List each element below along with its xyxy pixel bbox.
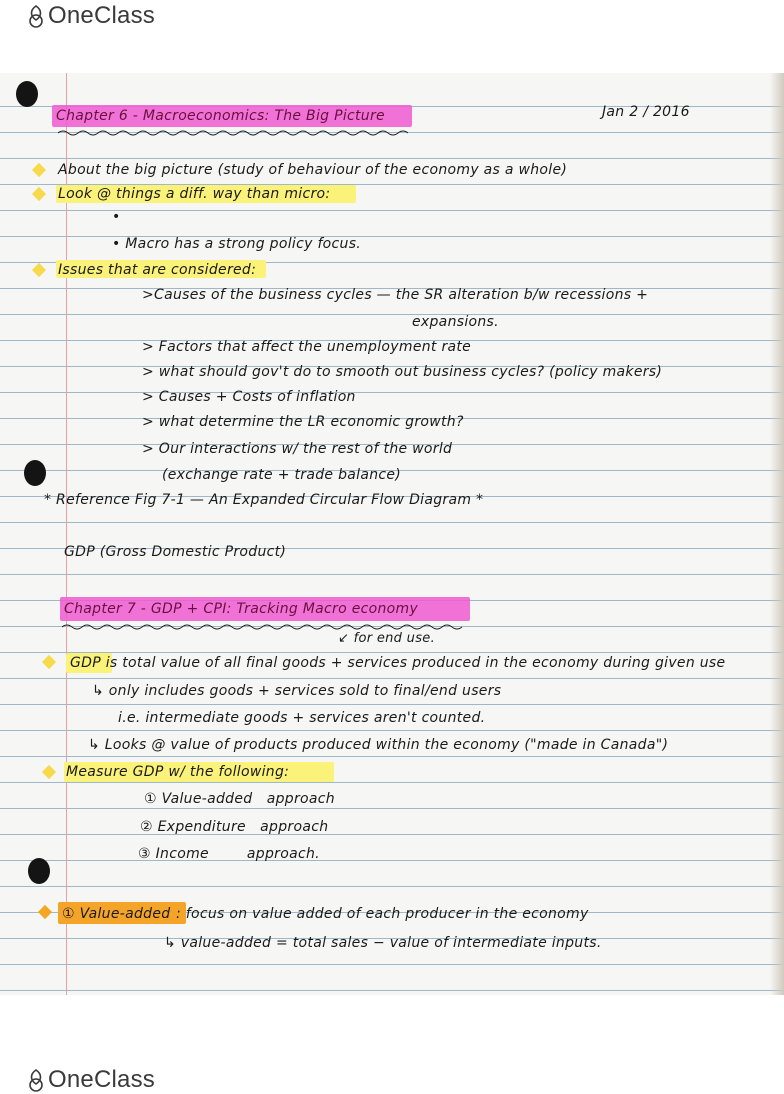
note-line: • Macro has a strong policy focus. [112, 236, 362, 252]
note-line: >Causes of the business cycles — the SR alteration b/w recessions + [142, 287, 649, 303]
binder-hole [16, 81, 38, 107]
chapter6-title: Chapter 6 - Macroeconomics: The Big Picture [56, 108, 385, 124]
note-line: > Factors that affect the unemployment rate [142, 339, 472, 355]
note-line: * Reference Fig 7-1 — An Expanded Circular Flow Diagram * [44, 492, 484, 508]
gdp-line: Measure GDP w/ the following: [66, 764, 290, 780]
gdp-line: ↳ Looks @ value of products produced within the economy ("made in Canada") [88, 737, 669, 753]
wavy-underline [58, 129, 408, 137]
annotation-for-end-use: ↙ for end use. [338, 631, 435, 646]
margin-line [66, 73, 67, 995]
gdp-line: GDP is total value of all final goods + services produced in the economy during given use [70, 655, 726, 671]
value-added-text: : focus on value added of each producer in the economy [176, 906, 589, 922]
page-edge [770, 73, 784, 995]
value-added-formula: ↳ value-added = total sales − value of intermediate inputs. [164, 935, 602, 951]
note-line: About the big picture (study of behaviour of the economy as a whole) [58, 162, 568, 178]
note-line: > what determine the LR economic growth? [142, 414, 464, 430]
note-line: Look @ things a diff. way than micro: [58, 186, 331, 202]
note-line: > Our interactions w/ the rest of the world [142, 441, 453, 457]
brand-name: OneClass [48, 2, 155, 29]
brand-name: OneClass [48, 1066, 155, 1093]
value-added-label: ① Value-added [62, 906, 171, 922]
binder-hole [28, 858, 50, 884]
gdp-line: ↳ only includes goods + services sold to final/end users [92, 683, 502, 699]
gdp-line: ② Expenditure approach [140, 819, 329, 835]
gdp-line: ① Value-added approach [144, 791, 335, 807]
margin-marker [32, 187, 46, 201]
note-line: • [112, 209, 121, 225]
notebook-page [0, 73, 784, 995]
chapter7-title: Chapter 7 - GDP + CPI: Tracking Macro economy [64, 601, 419, 617]
margin-marker [42, 655, 56, 669]
note-line: GDP (Gross Domestic Product) [64, 544, 287, 560]
note-line: > what should gov't do to smooth out business cycles? (policy makers) [142, 364, 663, 380]
leaf-icon [26, 4, 46, 28]
oneclass-logo-top [26, 2, 155, 30]
margin-marker [38, 905, 52, 919]
binder-hole [24, 460, 46, 486]
note-line: expansions. [412, 314, 499, 330]
gdp-line: ③ Income approach. [138, 846, 320, 862]
note-line: Issues that are considered: [58, 262, 257, 278]
note-line: (exchange rate + trade balance) [162, 467, 402, 483]
note-date: Jan 2 / 2016 [602, 104, 690, 120]
margin-marker [42, 765, 56, 779]
leaf-icon [26, 1068, 46, 1092]
note-line: > Causes + Costs of inflation [142, 389, 356, 405]
oneclass-logo-bottom [26, 1066, 155, 1094]
margin-marker [32, 263, 46, 277]
gdp-line: i.e. intermediate goods + services aren't counted. [118, 710, 486, 726]
margin-marker [32, 163, 46, 177]
